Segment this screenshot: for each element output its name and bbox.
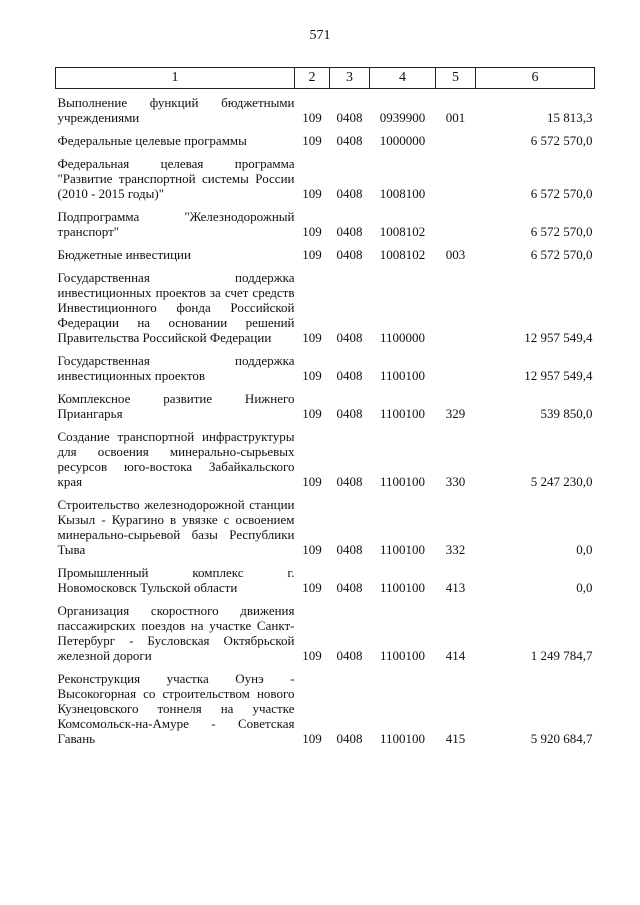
row-name: Реконструкция участка Оунэ - Высокогорная со строительством нового Кузнецовского тоннеля на участке Комсомольск-на-Амуре - Советская Гавань <box>57 671 295 746</box>
budget-table <box>55 67 595 746</box>
table-row <box>56 663 595 746</box>
row-ved: 109 <box>302 648 322 663</box>
row-sum: 6 572 570,0 <box>530 186 593 201</box>
header-col-6: 6 <box>476 68 595 89</box>
row-sum: 0,0 <box>576 580 593 595</box>
row-csr: 1008102 <box>379 224 426 239</box>
row-ved: 109 <box>302 186 322 201</box>
row-ved: 109 <box>302 110 322 125</box>
row-ved: 109 <box>302 368 322 383</box>
row-name: Федеральные целевые программы <box>57 133 247 148</box>
row-rz: 0408 <box>336 186 363 201</box>
row-csr: 0939900 <box>379 110 426 125</box>
row-vr: 003 <box>445 247 466 262</box>
row-rz: 0408 <box>336 330 363 345</box>
row-rz: 0408 <box>336 368 363 383</box>
row-csr: 1100100 <box>379 648 426 663</box>
row-name: Государственная поддержка инвестиционных проектов <box>57 353 295 383</box>
row-rz: 0408 <box>336 731 363 746</box>
row-ved: 109 <box>302 247 322 262</box>
row-ved: 109 <box>302 542 322 557</box>
table-row <box>56 89 595 126</box>
row-vr: 413 <box>445 580 466 595</box>
row-csr: 1100100 <box>379 368 426 383</box>
row-ved: 109 <box>302 330 322 345</box>
row-vr <box>436 148 476 201</box>
row-rz: 0408 <box>336 133 363 148</box>
row-vr <box>436 125 476 148</box>
table-row <box>56 148 595 201</box>
row-rz: 0408 <box>336 406 363 421</box>
row-vr: 330 <box>445 474 466 489</box>
page-number: 571 <box>309 28 331 43</box>
row-vr <box>436 262 476 345</box>
table-row <box>56 595 595 663</box>
row-csr: 1008100 <box>379 186 426 201</box>
row-name: Выполнение функций бюджетными учреждениями <box>57 95 295 125</box>
table-row <box>56 557 595 595</box>
row-csr: 1100000 <box>379 330 426 345</box>
row-name: Подпрограмма "Железнодорожный транспорт" <box>57 209 295 239</box>
header-col-1: 1 <box>56 68 295 89</box>
header-col-5: 5 <box>436 68 476 89</box>
header-col-4: 4 <box>370 68 436 89</box>
row-vr: 329 <box>445 406 466 421</box>
row-ved: 109 <box>302 474 322 489</box>
row-sum: 12 957 549,4 <box>524 368 593 383</box>
row-name: Федеральная целевая программа "Развитие транспортной системы России (2010 - 2015 годы)" <box>57 156 295 201</box>
row-sum: 15 813,3 <box>547 110 593 125</box>
row-rz: 0408 <box>336 542 363 557</box>
row-name: Строительство железнодорожной станции Кызыл - Курагино в увязке с освоением минерально-сырьевой базы Республики Тыва <box>57 497 295 557</box>
table-row <box>56 125 595 148</box>
header-col-3: 3 <box>330 68 370 89</box>
row-sum: 5 920 684,7 <box>530 731 593 746</box>
table-row <box>56 201 595 239</box>
row-sum: 6 572 570,0 <box>530 133 593 148</box>
row-csr: 1100100 <box>379 406 426 421</box>
table-row <box>56 383 595 421</box>
row-rz: 0408 <box>336 247 363 262</box>
row-vr <box>436 345 476 383</box>
row-csr: 1100100 <box>379 542 426 557</box>
row-vr <box>436 201 476 239</box>
row-ved: 109 <box>302 133 322 148</box>
row-name: Промышленный комплекс г. Новомосковск Тульской области <box>57 565 295 595</box>
row-vr: 332 <box>445 542 466 557</box>
row-sum: 6 572 570,0 <box>530 224 593 239</box>
table-header <box>56 68 595 89</box>
table-row <box>56 345 595 383</box>
row-sum: 0,0 <box>576 542 593 557</box>
row-rz: 0408 <box>336 580 363 595</box>
row-sum: 1 249 784,7 <box>530 648 593 663</box>
row-vr: 001 <box>445 110 466 125</box>
table-body <box>56 89 595 747</box>
header-row <box>56 68 595 89</box>
row-csr: 1000000 <box>379 133 426 148</box>
row-csr: 1100100 <box>379 580 426 595</box>
row-csr: 1100100 <box>379 474 426 489</box>
row-ved: 109 <box>302 406 322 421</box>
row-ved: 109 <box>302 731 322 746</box>
row-sum: 6 572 570,0 <box>530 247 593 262</box>
row-name: Создание транспортной инфраструктуры для освоения минерально-сырьевых ресурсов юго-востока Забайкальского края <box>57 429 295 489</box>
row-rz: 0408 <box>336 648 363 663</box>
row-ved: 109 <box>302 224 322 239</box>
table-row <box>56 421 595 489</box>
row-name: Организация скоростного движения пассажирских поездов на участке Санкт-Петербург - Бусловская Октябрьской железной дороги <box>57 603 295 663</box>
row-rz: 0408 <box>336 474 363 489</box>
row-name: Комплексное развитие Нижнего Приангарья <box>57 391 295 421</box>
row-rz: 0408 <box>336 224 363 239</box>
table-row <box>56 262 595 345</box>
row-csr: 1100100 <box>379 731 426 746</box>
row-vr: 415 <box>445 731 466 746</box>
row-vr: 414 <box>445 648 466 663</box>
row-sum: 5 247 230,0 <box>530 474 593 489</box>
table-row <box>56 239 595 262</box>
row-csr: 1008102 <box>379 247 426 262</box>
row-sum: 539 850,0 <box>540 406 593 421</box>
header-col-2: 2 <box>295 68 330 89</box>
row-name: Государственная поддержка инвестиционных проектов за счет средств Инвестиционного фонда Российской Федерации на основании решений Правительства Российской Федерации <box>57 270 295 345</box>
row-sum: 12 957 549,4 <box>524 330 593 345</box>
table-row <box>56 489 595 557</box>
row-ved: 109 <box>302 580 322 595</box>
row-name: Бюджетные инвестиции <box>57 247 191 262</box>
row-rz: 0408 <box>336 110 363 125</box>
